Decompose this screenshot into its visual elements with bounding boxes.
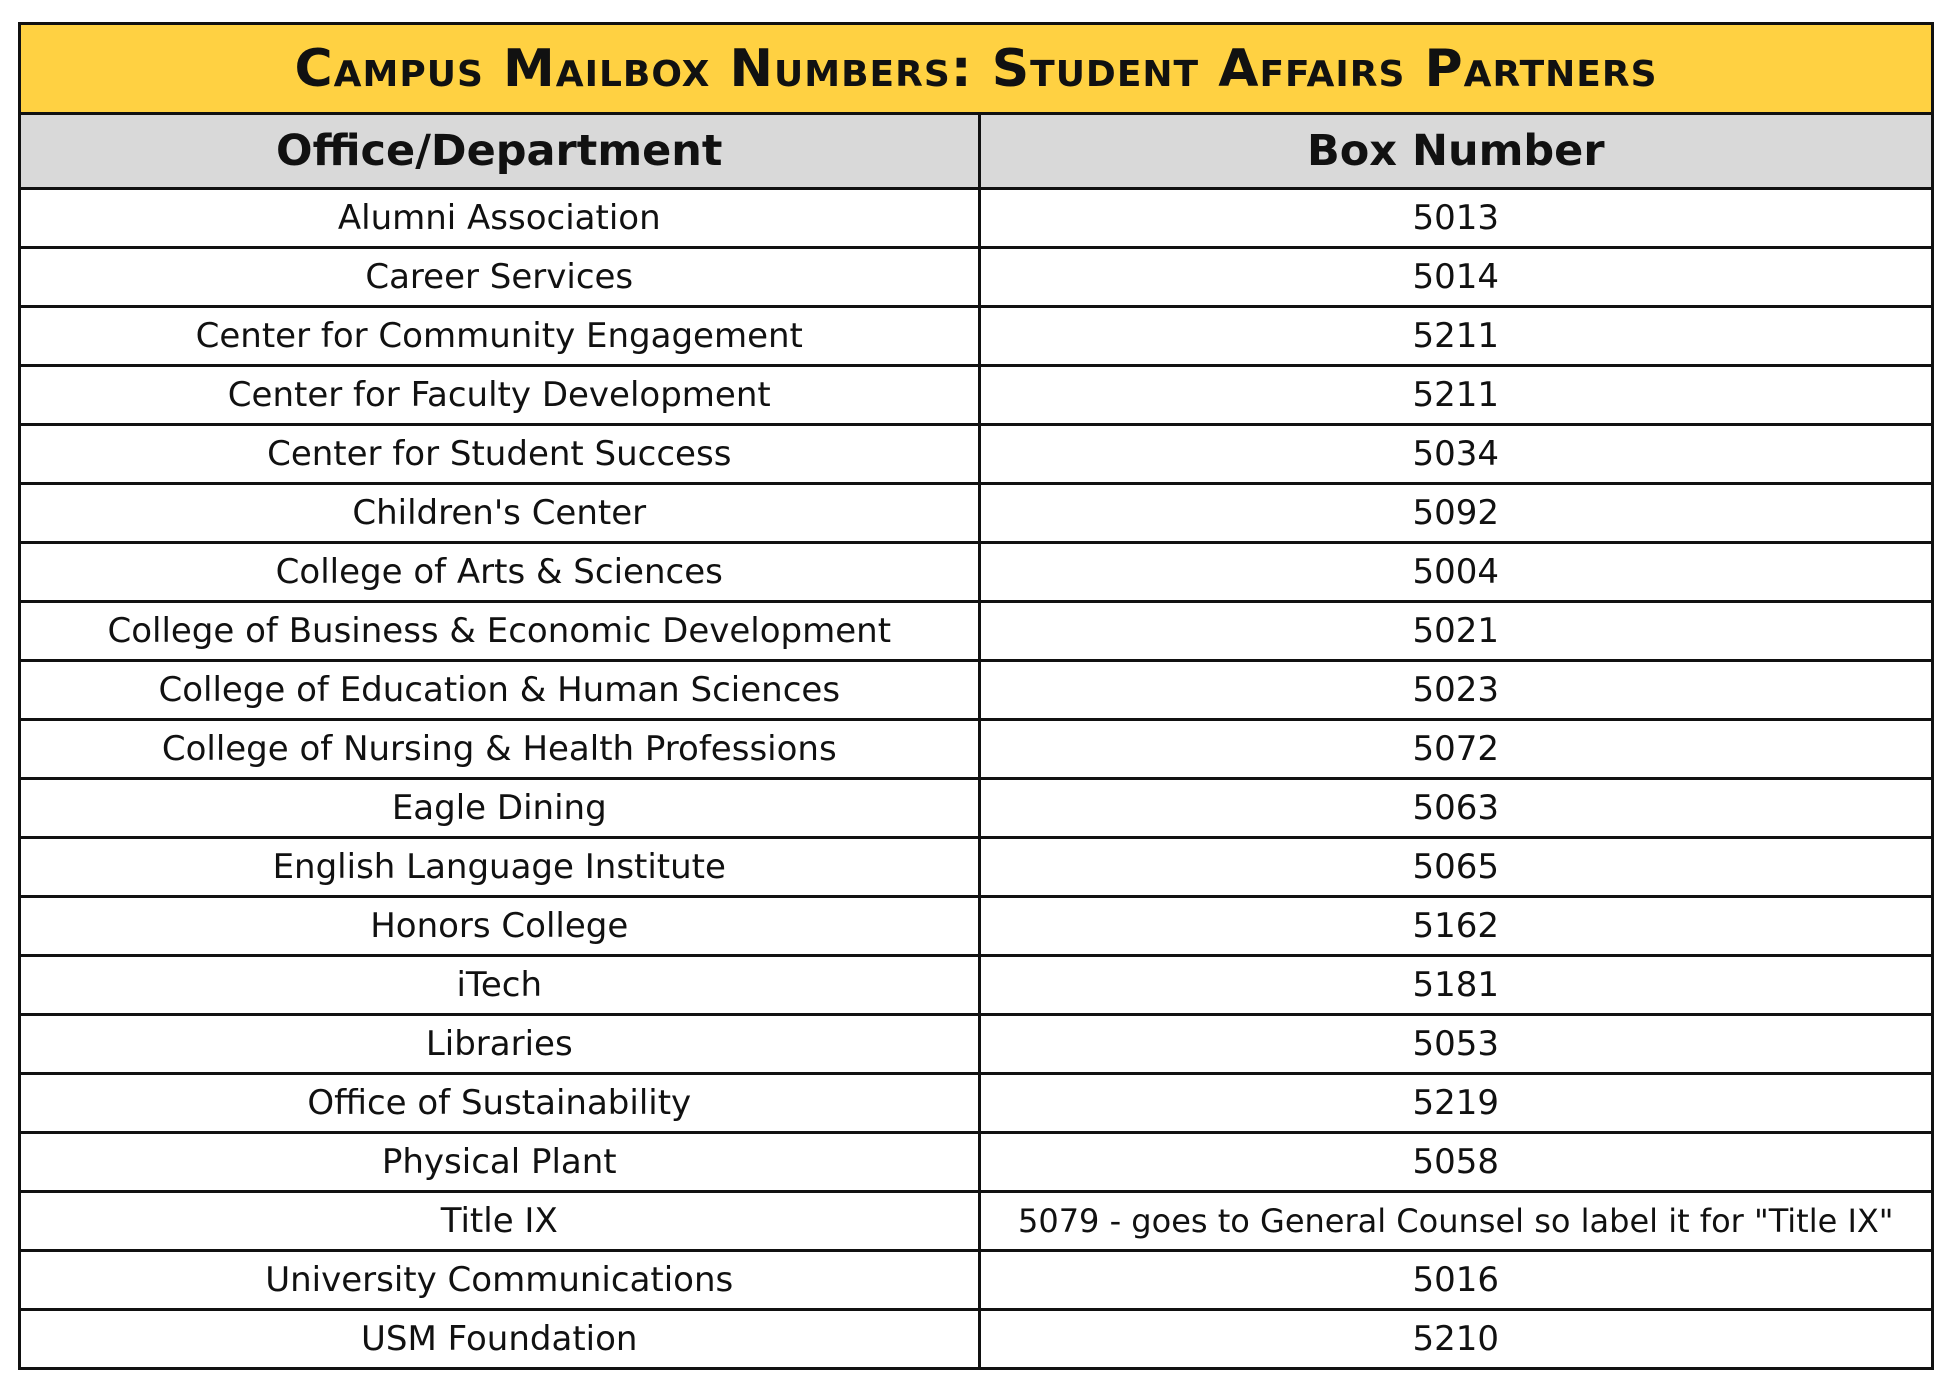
table-row: [20, 779, 1933, 838]
office-cell: Title IX: [20, 1192, 980, 1251]
table-row: [20, 956, 1933, 1015]
box-number-cell: 5181: [979, 956, 1933, 1015]
table-row: [20, 1133, 1933, 1192]
box-number-cell: 5014: [979, 248, 1933, 307]
box-number-cell: 5072: [979, 720, 1933, 779]
table-row: [20, 720, 1933, 779]
box-number-cell: 5016: [979, 1251, 1933, 1310]
box-number-cell: 5053: [979, 1015, 1933, 1074]
office-cell: Alumni Association: [20, 189, 980, 248]
column-header-box-number: Box Number: [979, 114, 1933, 189]
table-row: [20, 661, 1933, 720]
office-cell: USM Foundation: [20, 1310, 980, 1369]
table-title: Campus Mailbox Numbers: Student Affairs Partners: [20, 24, 1933, 114]
table-row: [20, 307, 1933, 366]
office-cell: Center for Student Success: [20, 425, 980, 484]
table-row: [20, 366, 1933, 425]
table-row: [20, 1192, 1933, 1251]
office-cell: Office of Sustainability: [20, 1074, 980, 1133]
box-number-cell: 5065: [979, 838, 1933, 897]
table-row: [20, 897, 1933, 956]
table-row: [20, 1074, 1933, 1133]
office-cell: College of Nursing & Health Professions: [20, 720, 980, 779]
table-row: [20, 1015, 1933, 1074]
table-row: [20, 248, 1933, 307]
table-body: [20, 189, 1933, 1369]
office-cell: Physical Plant: [20, 1133, 980, 1192]
office-cell: Honors College: [20, 897, 980, 956]
office-cell: Libraries: [20, 1015, 980, 1074]
office-cell: College of Business & Economic Development: [20, 602, 980, 661]
mailbox-table: [18, 22, 1934, 1370]
box-number-cell: 5021: [979, 602, 1933, 661]
table-row: [20, 189, 1933, 248]
title-row: [20, 24, 1933, 114]
office-cell: Eagle Dining: [20, 779, 980, 838]
column-header-office: Office/Department: [20, 114, 980, 189]
table-row: [20, 425, 1933, 484]
office-cell: Center for Community Engagement: [20, 307, 980, 366]
table-row: [20, 1251, 1933, 1310]
header-row: [20, 114, 1933, 189]
office-cell: English Language Institute: [20, 838, 980, 897]
table-row: [20, 484, 1933, 543]
box-number-cell: 5162: [979, 897, 1933, 956]
box-number-cell: 5211: [979, 307, 1933, 366]
box-number-cell: 5210: [979, 1310, 1933, 1369]
office-cell: iTech: [20, 956, 980, 1015]
box-number-cell: 5079 - goes to General Counsel so label it for "Title IX": [979, 1192, 1933, 1251]
table-row: [20, 1310, 1933, 1369]
office-cell: College of Education & Human Sciences: [20, 661, 980, 720]
office-cell: University Communications: [20, 1251, 980, 1310]
box-number-cell: 5023: [979, 661, 1933, 720]
box-number-cell: 5004: [979, 543, 1933, 602]
office-cell: Center for Faculty Development: [20, 366, 980, 425]
table-row: [20, 602, 1933, 661]
office-cell: Children's Center: [20, 484, 980, 543]
box-number-cell: 5063: [979, 779, 1933, 838]
office-cell: Career Services: [20, 248, 980, 307]
box-number-cell: 5058: [979, 1133, 1933, 1192]
box-number-cell: 5034: [979, 425, 1933, 484]
table-row: [20, 543, 1933, 602]
table-row: [20, 838, 1933, 897]
office-cell: College of Arts & Sciences: [20, 543, 980, 602]
box-number-cell: 5211: [979, 366, 1933, 425]
box-number-cell: 5092: [979, 484, 1933, 543]
box-number-cell: 5013: [979, 189, 1933, 248]
box-number-cell: 5219: [979, 1074, 1933, 1133]
